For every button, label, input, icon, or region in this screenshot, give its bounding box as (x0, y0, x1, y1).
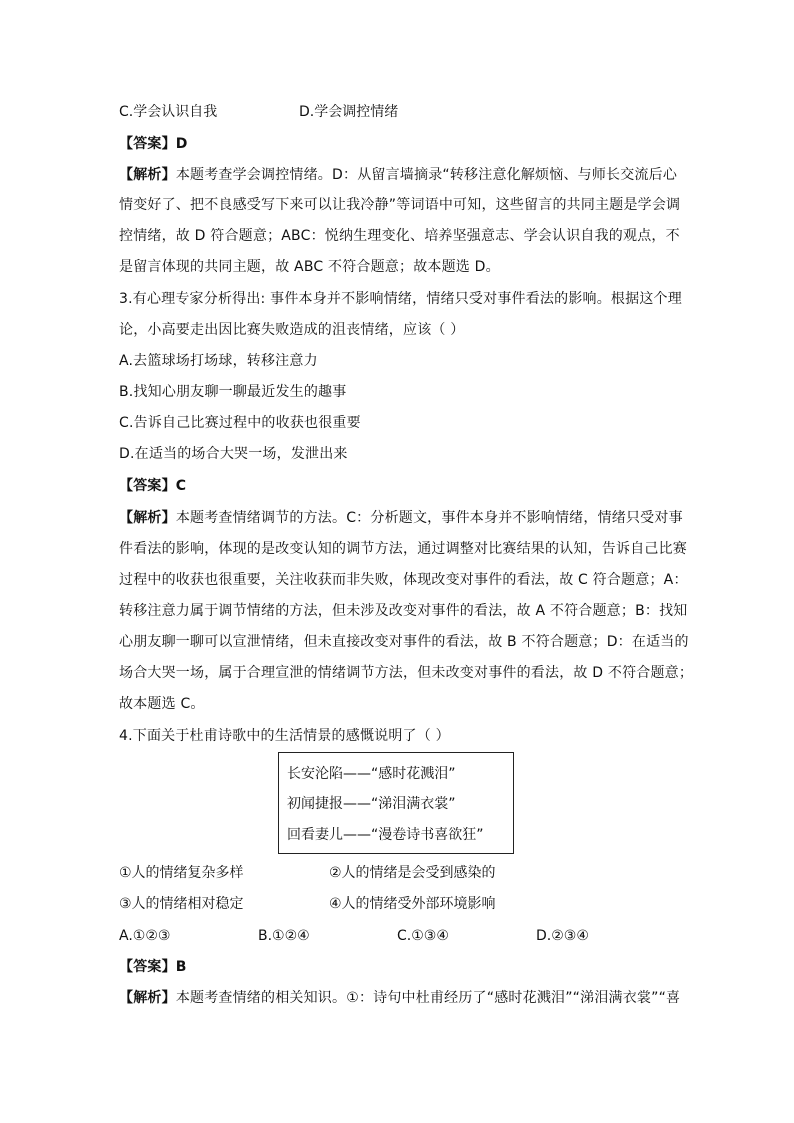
q2-analysis-line-1: 【解析】本题考查学会调控情绪。D：从留言墙摘录“转移注意化解烦恼、与师长交流后心 (119, 167, 678, 183)
q3-option-c: C.告诉自己比赛过程中的收获也很重要 (119, 415, 361, 431)
q3-analysis-line-7: 故本题选 C。 (119, 696, 205, 712)
q3-analysis-line-1: 【解析】本题考查情绪调节的方法。C：分析题文，事件本身并不影响情绪，情绪只受对事 (119, 510, 683, 526)
q4-statement-3: ③人的情绪相对稳定 (119, 896, 244, 912)
q2-analysis-tag: 【解析】 (119, 167, 176, 183)
q3-stem-line-2: 论，小高要走出因比赛失败造成的沮丧情绪，应该（ ） (119, 322, 465, 338)
q4-statement-4: ④人的情绪受外部环境影响 (329, 896, 496, 912)
q2-answer: 【答案】D (119, 136, 188, 152)
q3-analysis-tag: 【解析】 (119, 510, 176, 526)
q2-option-c: C.学会认识自我 (119, 104, 218, 120)
q4-choice-c: C.①③④ (397, 928, 449, 944)
q3-analysis-line-5: 心朋友聊一聊可以宣泄情绪，但未直接改变对事件的看法，故 B 不符合题意；D：在适当的 (119, 634, 689, 650)
q3-analysis-line-3: 过程中的收获也很重要，关注收获而非失败，体现改变对事件的看法，故 C 符合题意；A： (119, 572, 688, 588)
q4-statement-1: ①人的情绪复杂多样 (119, 865, 244, 881)
q3-analysis-line-2: 件看法的影响，体现的是改变认知的调节方法，通过调整对比赛结果的认知，告诉自己比赛 (119, 541, 687, 557)
q4-choice-b: B.①②④ (258, 928, 310, 944)
q3-analysis-line-6: 场合大哭一场，属于合理宣泄的情绪调节方法，但未改变对事件的看法，故 D 不符合题意； (119, 665, 694, 681)
q3-option-d: D.在适当的场合大哭一场，发泄出来 (119, 446, 348, 462)
q3-option-b: B.找知心朋友聊一聊最近发生的趣事 (119, 384, 347, 400)
q3-stem-line-1: 3.有心理专家分析得出: 事件本身并不影响情绪，情绪只受对事件看法的影响。根据这个理 (119, 291, 682, 307)
q2-analysis-line-2: 情变好了、把不良感受写下来可以让我冷静”等词语中可知，这些留言的共同主题是学会调 (119, 197, 681, 213)
poem-line-2: 初闻捷报——“涕泪满衣裳” (287, 796, 456, 812)
q3-answer: 【答案】C (119, 478, 187, 494)
q4-statement-2: ②人的情绪是会受到感染的 (329, 865, 496, 881)
poem-line-3: 回看妻儿——“漫卷诗书喜欲狂” (287, 827, 484, 843)
q2-analysis-line-3: 控情绪，故 D 符合题意；ABC：悦纳生理变化、培养坚强意志、学会认识自我的观点，不 (119, 228, 680, 244)
q4-choice-a: A.①②③ (119, 928, 171, 944)
q4-stem: 4.下面关于杜甫诗歌中的生活情景的感慨说明了（ ） (119, 728, 450, 744)
q4-analysis-tag: 【解析】 (119, 990, 176, 1006)
q4-analysis-line-1: 【解析】本题考查情绪的相关知识。①：诗句中杜甫经历了“感时花溅泪”“涕泪满衣裳”“喜 (119, 990, 681, 1006)
q3-option-a: A.去篮球场打场球，转移注意力 (119, 353, 318, 369)
poem-box (278, 752, 514, 854)
q2-option-d: D.学会调控情绪 (299, 104, 399, 120)
q4-answer: 【答案】B (119, 959, 187, 975)
q2-analysis-line-4: 是留言体现的共同主题，故 ABC 不符合题意；故本题选 D。 (119, 259, 500, 275)
poem-line-1: 长安沦陷——“感时花溅泪” (287, 766, 456, 782)
q3-analysis-line-4: 转移注意力属于调节情绪的方法，但未涉及改变对事件的看法，故 A 不符合题意；B：找知 (119, 603, 688, 619)
q4-choice-d: D.②③④ (536, 928, 589, 944)
